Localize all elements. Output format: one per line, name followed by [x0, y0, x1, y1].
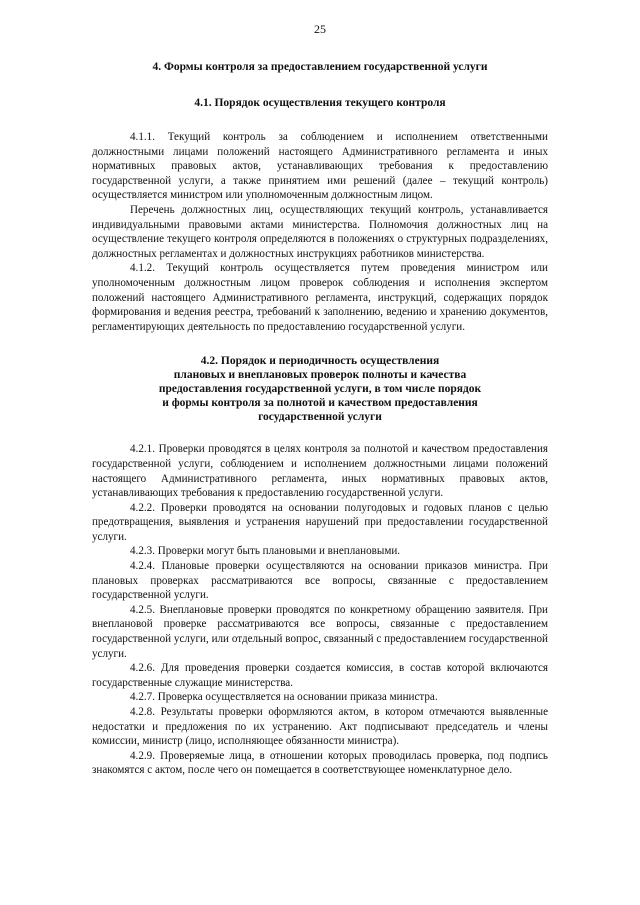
- paragraph-4-1-2: 4.1.2. Текущий контроль осуществляется путем проведения министром или уполномоченным должностным лицом проверок соблюдения и исполнения экспертом положений настоящего Административного регламента, инструкций, содержащих порядок формирования и ведения реестра, требований к заполнению, ведению и хранению документов, регламентирующих деятельность по предоставлению государственной услуги.: [92, 262, 548, 333]
- paragraph-4-2-2: 4.2.2. Проверки проводятся на основании полугодовых и годовых планов с целью предотвращения, выявления и устранения нарушений при предоставлении государственной услуги.: [92, 501, 548, 543]
- section-4-2-title-line: предоставления государственной услуги, в том числе порядок: [158, 383, 482, 396]
- section-4-2-title-line: плановых и внеплановых проверок полноты и качества: [173, 369, 467, 382]
- section-4-title: 4. Формы контроля за предоставлением государственной услуги: [152, 61, 488, 73]
- paragraph-4-2-9: 4.2.9. Проверяемые лица, в отношении которых проводилась проверка, под подпись знакомятся с актом, после чего он помещается в соответствующее номенклатурное дело.: [92, 749, 548, 777]
- paragraph-4-2-5: 4.2.5. Внеплановые проверки проводятся по конкретному обращению заявителя. При внеплановой проверке рассматриваются все вопросы, связанные с предоставлением государственной услуги, или отдельный вопрос, связанный с предоставлением государственной услуги.: [92, 603, 548, 660]
- section-4-1-title: 4.1. Порядок осуществления текущего контроля: [194, 97, 446, 109]
- paragraph-4-2-1: 4.2.1. Проверки проводятся в целях контроля за полнотой и качеством предоставления государственной услуги, соблюдением и исполнением должностными лицами положений настоящего Административного регламента, иных нормативных правовых актов, устанавливающих требования к предоставлению государственной услуги.: [92, 443, 548, 500]
- paragraph-4-1-1: 4.1.1. Текущий контроль за соблюдением и исполнением ответственными должностными лицами положений настоящего Административного регламента и иных нормативных правовых актов, устанавливающих требования к предоставлению государственной услуги, а также принятием ими решений (далее – текущий контроль) осуществляется министром или уполномоченным должностным лицом.: [92, 131, 548, 202]
- paragraph-4-2-6: 4.2.6. Для проведения проверки создается комиссия, в состав которой включаются государственные служащие министерства.: [92, 662, 548, 689]
- section-4-2-title: [92, 354, 548, 424]
- paragraph-4-2-4: 4.2.4. Плановые проверки осуществляются на основании приказов министра. При плановых проверках рассматриваются все вопросы, связанные с предоставлением государственной услуги.: [92, 560, 548, 602]
- paragraph-officials-list: Перечень должностных лиц, осуществляющих текущий контроль, устанавливается индивидуальными правовыми актами министерства. Полномочия должностных лиц на осуществление текущего контроля определяются в положениях о структурных подразделениях, должностных регламентах и должностных инструкциях работников министерства.: [92, 203, 548, 260]
- paragraph-4-2-7: 4.2.7. Проверка осуществляется на основании приказа министра.: [130, 691, 438, 704]
- paragraph-4-2-3: 4.2.3. Проверки могут быть плановыми и внеплановыми.: [130, 545, 401, 558]
- section-4-2-title-line: 4.2. Порядок и периодичность осуществления: [200, 355, 440, 368]
- page-content: [92, 60, 548, 778]
- page-number: 25: [314, 22, 326, 36]
- section-4-2-title-line: и формы контроля за полнотой и качеством предоставления: [162, 397, 478, 410]
- section-4-2-title-line: государственной услуги: [258, 411, 382, 424]
- paragraph-4-2-8: 4.2.8. Результаты проверки оформляются актом, в котором отмечаются выявленные недостатки и предложения по их устранению. Акт подписывают председатель и члены комиссии, министр (лицо, исполняющее обязанности министра).: [92, 706, 548, 748]
